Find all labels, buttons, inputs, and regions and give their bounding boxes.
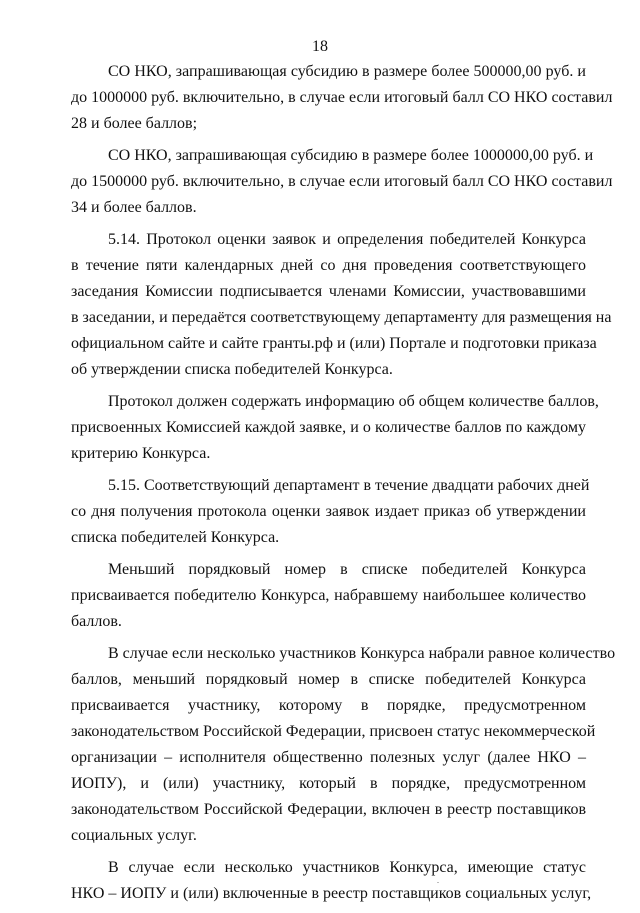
text-line: Протокол должен содержать информацию об общем количестве баллов,	[108, 393, 599, 410]
text-line: присвоенных Комиссией каждой заявке, и о количестве баллов по каждому	[71, 419, 586, 436]
scan-artifact	[437, 882, 439, 883]
text-line: баллов, меньший порядковый номер в списке победителей Конкурса	[71, 671, 586, 688]
paragraph	[71, 641, 616, 849]
document-body	[71, 59, 616, 913]
text-line: В случае если несколько участников Конкурса набрали равное количество	[108, 645, 616, 662]
text-line: законодательством Российской Федерации, включен в реестр поставщиков	[71, 801, 586, 818]
text-line: баллов.	[71, 613, 122, 630]
text-line: 34 и более баллов.	[71, 199, 197, 216]
paragraph	[71, 389, 599, 467]
text-line: списка победителей Конкурса.	[71, 529, 280, 546]
text-line: до 1000000 руб. включительно, в случае если итоговый балл СО НКО составил	[71, 89, 613, 106]
text-line: ИОПУ), и (или) участнику, который в порядке, предусмотренном	[71, 775, 586, 792]
text-line: присваивается участнику, которому в порядке, предусмотренном	[71, 697, 586, 714]
paragraph	[71, 473, 590, 551]
text-line: официальном сайте и сайте гранты.рф и (или) Портале и подготовки приказа	[71, 335, 597, 352]
paragraph	[71, 59, 613, 137]
text-line: присваивается победителю Конкурса, набравшему наибольшее количество	[71, 587, 586, 604]
text-line: заседания Комиссии подписывается членами Комиссии, участвовавшими	[71, 283, 586, 300]
text-line: об утверждении списка победителей Конкурса.	[71, 361, 393, 378]
text-line: 5.15. Соответствующий департамент в течение двадцати рабочих дней	[108, 477, 590, 494]
text-line: организации – исполнителя общественно полезных услуг (далее НКО –	[71, 749, 586, 766]
text-line: СО НКО, запрашивающая субсидию в размере более 500000,00 руб. и	[108, 63, 586, 80]
paragraph	[71, 855, 592, 907]
text-line: Меньший порядковый номер в списке победителей Конкурса	[108, 561, 586, 578]
text-line: В случае если несколько участников Конкурса, имеющие статус	[108, 859, 586, 876]
text-line: СО НКО, запрашивающая субсидию в размере более 1000000,00 руб. и	[108, 147, 594, 164]
text-line: в заседании, и передаётся соответствующему департаменту для размещения на	[71, 309, 612, 326]
paragraph	[71, 143, 613, 221]
text-line: до 1500000 руб. включительно, в случае если итоговый балл СО НКО составил	[71, 173, 613, 190]
text-line: 5.14. Протокол оценки заявок и определения победителей Конкурса	[108, 231, 586, 248]
text-line: НКО – ИОПУ и (или) включенные в реестр поставщиков социальных услуг,	[71, 885, 592, 902]
text-line: законодательством Российской Федерации, присвоен статус некоммерческой	[71, 723, 596, 740]
paragraph	[71, 227, 612, 383]
text-line: со дня получения протокола оценки заявок издает приказ об утверждении	[71, 503, 586, 520]
text-line: в течение пяти календарных дней со дня проведения соответствующего	[71, 257, 586, 274]
paragraph	[71, 557, 586, 635]
text-line: критерию Конкурса.	[71, 445, 211, 462]
text-line: социальных услуг.	[71, 827, 197, 844]
page-number: 18	[312, 38, 328, 55]
text-line: 28 и более баллов;	[71, 115, 198, 132]
